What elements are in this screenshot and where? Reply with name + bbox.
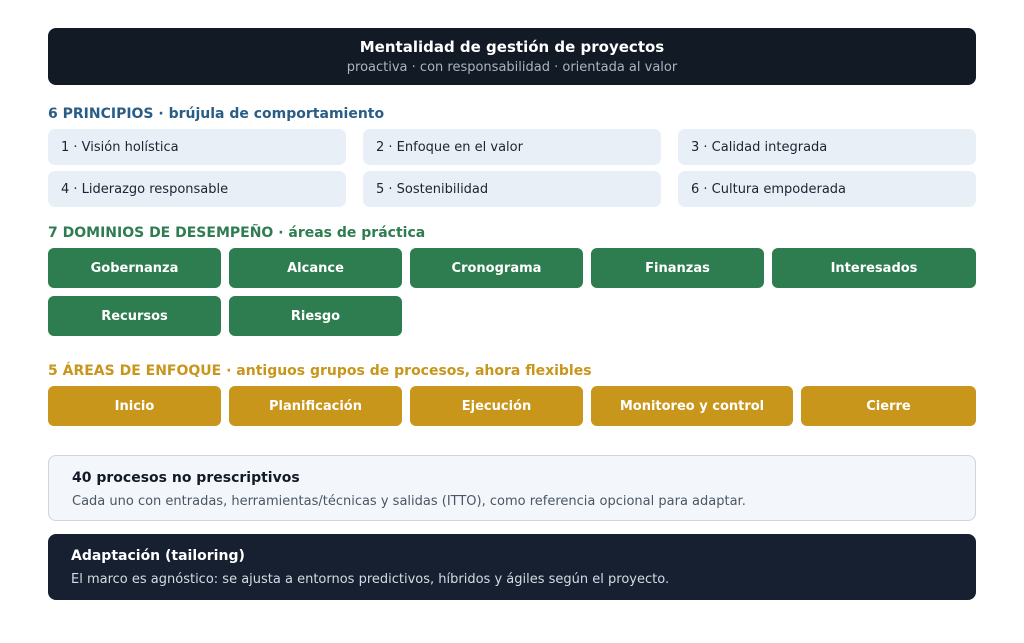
focus-area-box: Inicio (48, 386, 221, 426)
tailoring-description: El marco es agnóstico: se ajusta a entornos predictivos, híbridos y ágiles según el proyecto. (71, 572, 670, 587)
principle-item: 2 · Enfoque en el valor (363, 129, 661, 165)
focus-area-box: Ejecución (410, 386, 583, 426)
focus-areas-heading: 5 ÁREAS DE ENFOQUE · antiguos grupos de procesos, ahora flexibles (48, 363, 592, 379)
header-title: Mentalidad de gestión de proyectos (359, 37, 665, 56)
processes-title: 40 procesos no prescriptivos (72, 470, 300, 486)
domain-box: Interesados (772, 248, 976, 288)
domain-box: Gobernanza (48, 248, 221, 288)
domain-box: Alcance (229, 248, 402, 288)
domain-box: Riesgo (229, 296, 402, 336)
principle-item: 5 · Sostenibilidad (363, 171, 661, 207)
principle-item: 6 · Cultura empoderada (678, 171, 976, 207)
principle-item: 3 · Calidad integrada (678, 129, 976, 165)
principles-heading: 6 PRINCIPIOS · brújula de comportamiento (48, 106, 385, 122)
tailoring-title: Adaptación (tailoring) (71, 548, 245, 564)
tailoring-card (48, 534, 976, 600)
processes-description: Cada uno con entradas, herramientas/técnicas y salidas (ITTO), como referencia opcional para adaptar. (72, 494, 746, 509)
focus-area-box: Cierre (801, 386, 976, 426)
domain-box: Recursos (48, 296, 221, 336)
mindset-header (48, 28, 976, 85)
processes-card (48, 455, 976, 521)
domain-box: Finanzas (591, 248, 764, 288)
domains-heading: 7 DOMINIOS DE DESEMPEÑO · áreas de práctica (48, 225, 426, 241)
focus-area-box: Planificación (229, 386, 402, 426)
principle-item: 4 · Liderazgo responsable (48, 171, 346, 207)
focus-area-box: Monitoreo y control (591, 386, 793, 426)
header-subtitle: proactiva · con responsabilidad · orientada al valor (346, 59, 678, 75)
principle-item: 1 · Visión holística (48, 129, 346, 165)
domain-box: Cronograma (410, 248, 583, 288)
